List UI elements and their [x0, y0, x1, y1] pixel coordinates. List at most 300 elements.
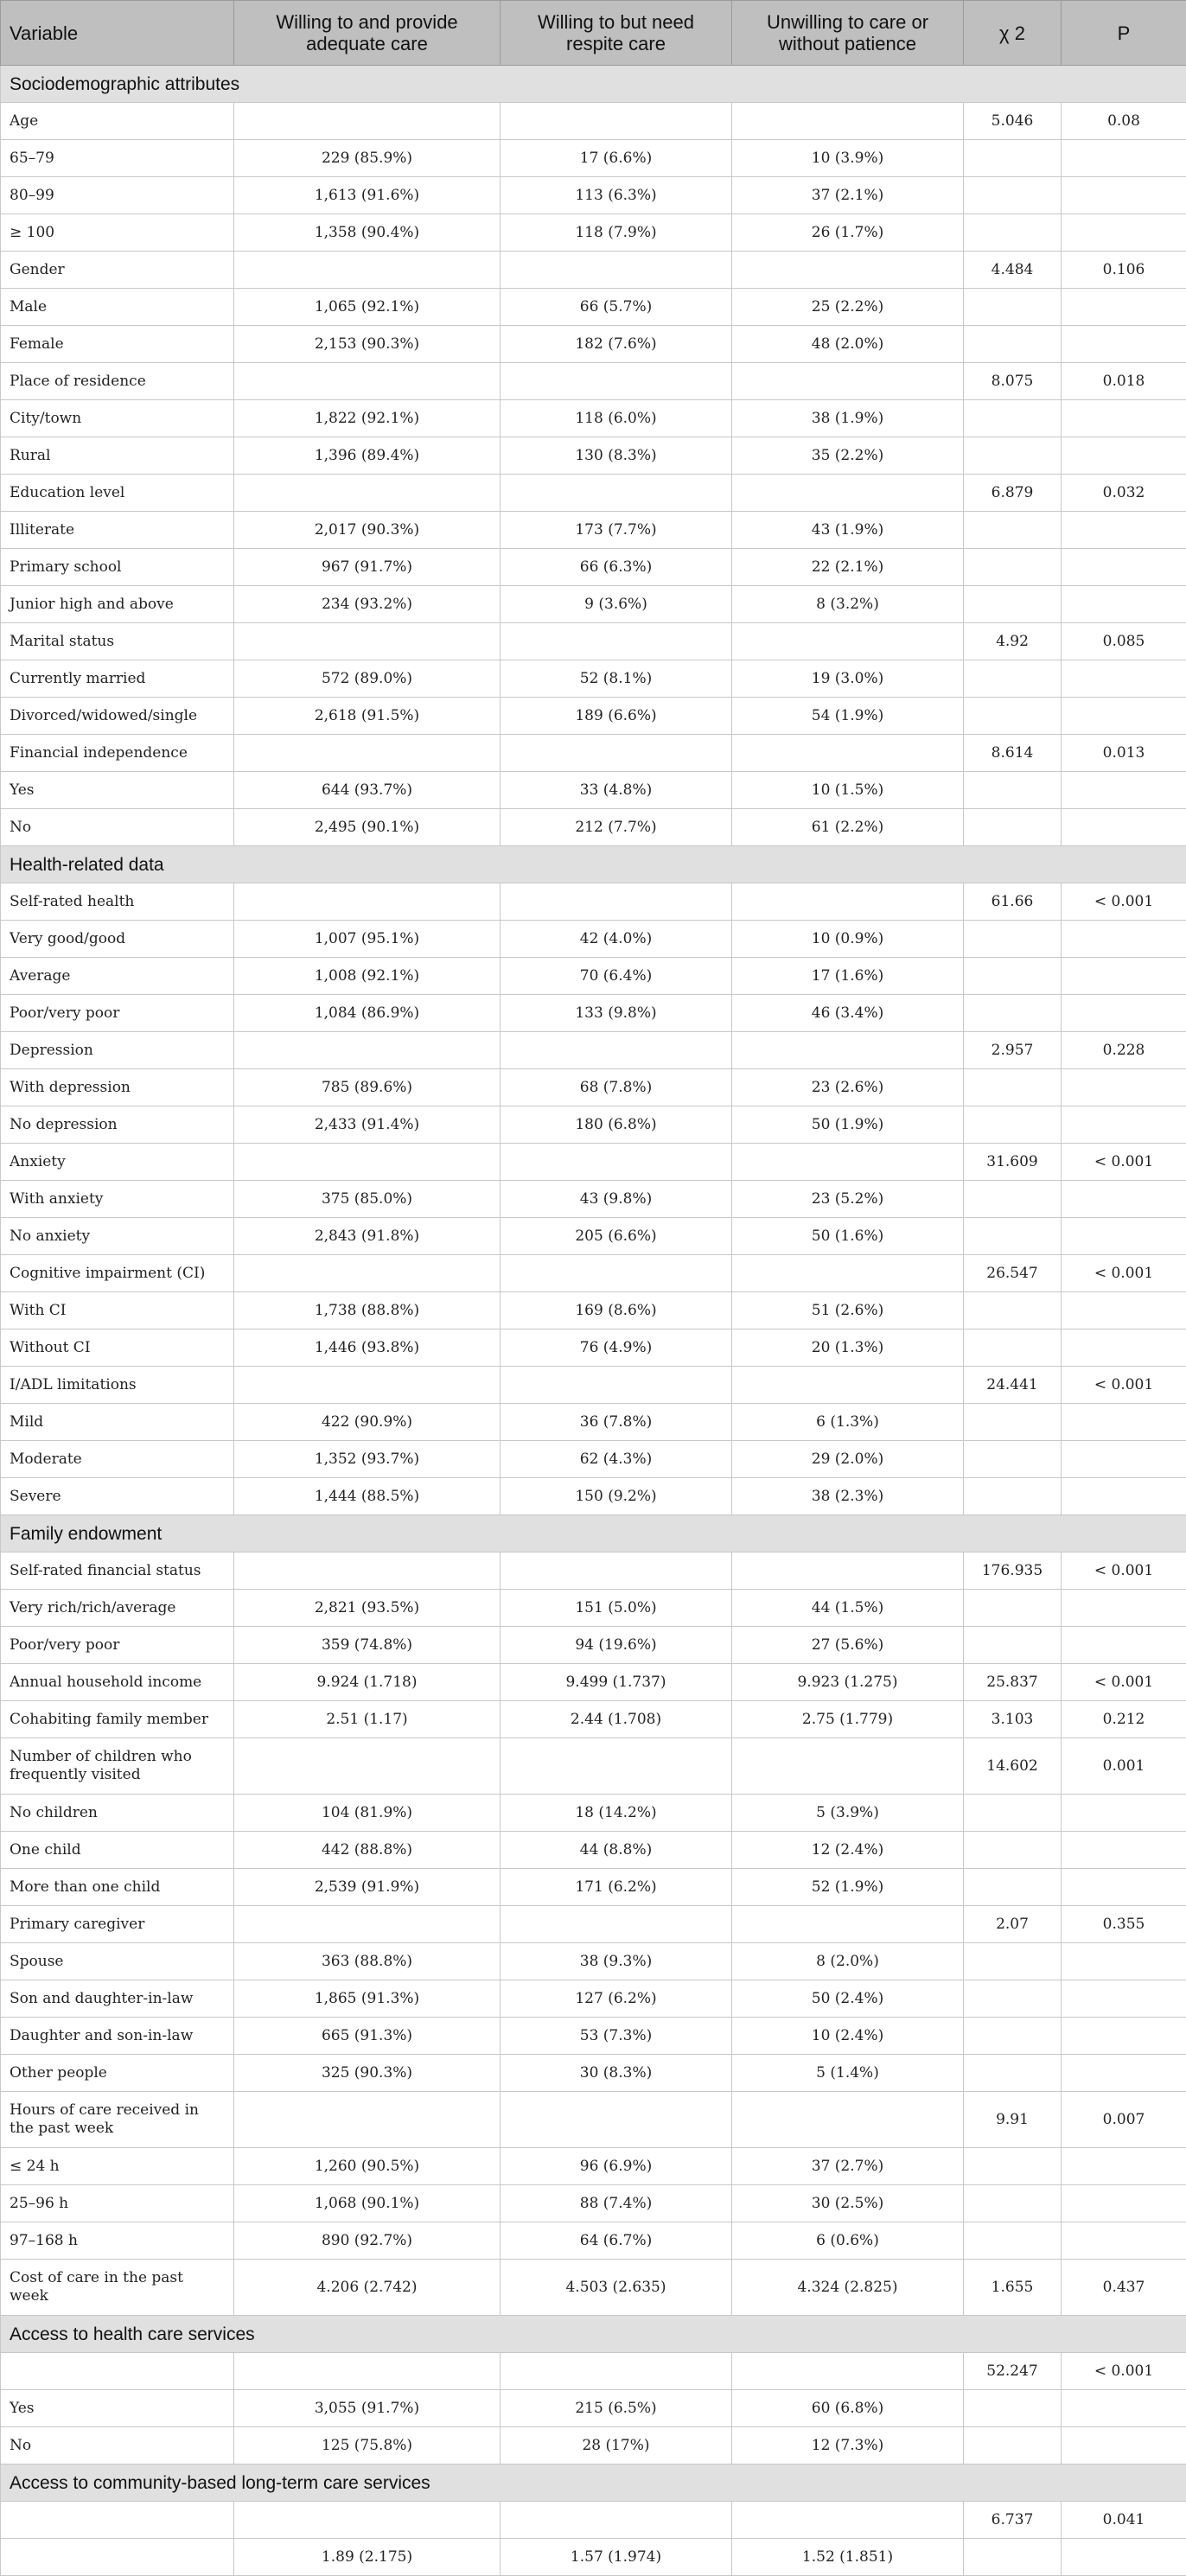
p-value-cell — [1062, 1404, 1186, 1441]
table-row — [1, 1627, 1186, 1664]
willing-adequate-cell — [234, 623, 501, 660]
willing-respite-cell: 130 (8.3%) — [501, 437, 732, 475]
table-row — [1, 400, 1186, 437]
p-value-cell: < 0.001 — [1062, 1553, 1186, 1590]
chi-square-cell — [964, 698, 1062, 735]
variable-cell: Currently married — [1, 660, 234, 698]
p-value-cell — [1062, 289, 1186, 326]
willing-adequate-cell: 2,618 (91.5%) — [234, 698, 501, 735]
variable-cell: Rural — [1, 437, 234, 475]
unwilling-cell: 10 (0.9%) — [732, 921, 964, 958]
chi-square-cell — [964, 1627, 1062, 1664]
unwilling-cell: 23 (5.2%) — [732, 1181, 964, 1218]
willing-respite-cell: 169 (8.6%) — [501, 1292, 732, 1329]
chi-square-cell: 4.484 — [964, 252, 1062, 289]
table-row — [1, 2427, 1186, 2464]
chi-square-cell — [964, 660, 1062, 698]
unwilling-cell — [732, 1144, 964, 1181]
chi-square-cell — [964, 1441, 1062, 1478]
willing-adequate-cell: 665 (91.3%) — [234, 2018, 501, 2055]
unwilling-cell: 9.923 (1.275) — [732, 1664, 964, 1701]
unwilling-cell: 29 (2.0%) — [732, 1441, 964, 1478]
unwilling-cell: 25 (2.2%) — [732, 289, 964, 326]
willing-adequate-cell: 229 (85.9%) — [234, 140, 501, 177]
variable-cell: 97–168 h — [1, 2222, 234, 2260]
variable-cell: Place of residence — [1, 363, 234, 400]
variable-cell: Anxiety — [1, 1144, 234, 1181]
variable-cell: Cost of care in the past week — [1, 2260, 234, 2316]
variable-cell: I/ADL limitations — [1, 1367, 234, 1404]
willing-respite-cell: 118 (7.9%) — [501, 214, 732, 252]
willing-adequate-cell: 1,822 (92.1%) — [234, 400, 501, 437]
table-row — [1, 1869, 1186, 1906]
unwilling-cell: 1.52 (1.851) — [732, 2539, 964, 2576]
willing-adequate-cell — [234, 2353, 501, 2390]
willing-respite-cell: 189 (6.6%) — [501, 698, 732, 735]
willing-respite-cell: 42 (4.0%) — [501, 921, 732, 958]
willing-respite-cell: 182 (7.6%) — [501, 326, 732, 363]
variable-cell: Education level — [1, 475, 234, 512]
variable-cell: Divorced/widowed/single — [1, 698, 234, 735]
unwilling-cell — [732, 252, 964, 289]
table-row — [1, 1069, 1186, 1106]
chi-square-cell: 5.046 — [964, 103, 1062, 140]
p-value-cell: 0.085 — [1062, 623, 1186, 660]
willing-respite-cell — [501, 1738, 732, 1795]
willing-respite-cell — [501, 623, 732, 660]
table-row — [1, 2092, 1186, 2148]
p-value-cell — [1062, 326, 1186, 363]
willing-adequate-cell: 1,008 (92.1%) — [234, 958, 501, 995]
p-value-cell — [1062, 1627, 1186, 1664]
willing-respite-cell — [501, 363, 732, 400]
willing-adequate-cell — [234, 1144, 501, 1181]
p-value-cell — [1062, 2390, 1186, 2427]
table-row — [1, 1441, 1186, 1478]
variable-cell: Average — [1, 958, 234, 995]
variable-cell: Depression — [1, 1032, 234, 1069]
chi-square-cell: 31.609 — [964, 1144, 1062, 1181]
unwilling-cell — [732, 1906, 964, 1943]
unwilling-cell: 23 (2.6%) — [732, 1069, 964, 1106]
table-row — [1, 623, 1186, 660]
chi-square-cell: 8.075 — [964, 363, 1062, 400]
willing-adequate-cell — [234, 1738, 501, 1795]
table-row — [1, 1106, 1186, 1144]
table-row — [1, 1701, 1186, 1738]
table-row — [1, 1181, 1186, 1218]
unwilling-cell: 10 (2.4%) — [732, 2018, 964, 2055]
willing-adequate-cell: 2,539 (91.9%) — [234, 1869, 501, 1906]
section-title: Sociodemographic attributes — [1, 66, 1186, 103]
willing-adequate-cell: 572 (89.0%) — [234, 660, 501, 698]
willing-adequate-cell: 1,446 (93.8%) — [234, 1329, 501, 1367]
table-row — [1, 326, 1186, 363]
willing-respite-cell: 68 (7.8%) — [501, 1069, 732, 1106]
chi-square-cell: 25.837 — [964, 1664, 1062, 1701]
willing-adequate-cell: 4.206 (2.742) — [234, 2260, 501, 2316]
willing-adequate-cell: 890 (92.7%) — [234, 2222, 501, 2260]
p-value-cell: < 0.001 — [1062, 1367, 1186, 1404]
unwilling-cell — [732, 103, 964, 140]
chi-square-cell: 2.07 — [964, 1906, 1062, 1943]
p-value-cell — [1062, 1590, 1186, 1627]
variable-cell: No children — [1, 1795, 234, 1832]
unwilling-cell: 44 (1.5%) — [732, 1590, 964, 1627]
willing-adequate-cell: 325 (90.3%) — [234, 2055, 501, 2092]
chi-square-cell: 14.602 — [964, 1738, 1062, 1795]
variable-cell: Hours of care received in the past week — [1, 2092, 234, 2148]
unwilling-cell — [732, 363, 964, 400]
table-row — [1, 1795, 1186, 1832]
unwilling-cell — [732, 1738, 964, 1795]
chi-square-cell — [964, 1943, 1062, 1980]
willing-adequate-cell: 375 (85.0%) — [234, 1181, 501, 1218]
section-header-row — [1, 1515, 1186, 1553]
willing-respite-cell: 38 (9.3%) — [501, 1943, 732, 1980]
unwilling-cell: 5 (3.9%) — [732, 1795, 964, 1832]
p-value-cell: 0.001 — [1062, 1738, 1186, 1795]
p-value-cell: 0.08 — [1062, 103, 1186, 140]
variable-cell: 25–96 h — [1, 2185, 234, 2222]
variable-cell: Other people — [1, 2055, 234, 2092]
unwilling-cell: 38 (2.3%) — [732, 1478, 964, 1515]
unwilling-cell: 8 (2.0%) — [732, 1943, 964, 1980]
table-row — [1, 2222, 1186, 2260]
p-value-cell — [1062, 1329, 1186, 1367]
table-row — [1, 1218, 1186, 1255]
variable-cell — [1, 2539, 234, 2576]
willing-adequate-cell: 785 (89.6%) — [234, 1069, 501, 1106]
willing-respite-cell: 212 (7.7%) — [501, 809, 732, 846]
unwilling-cell: 46 (3.4%) — [732, 995, 964, 1032]
p-value-cell — [1062, 2018, 1186, 2055]
table-row — [1, 2260, 1186, 2316]
p-value-cell — [1062, 1795, 1186, 1832]
variable-cell: Very good/good — [1, 921, 234, 958]
p-value-cell: < 0.001 — [1062, 883, 1186, 921]
table-row — [1, 214, 1186, 252]
p-value-cell — [1062, 1181, 1186, 1218]
p-value-cell: < 0.001 — [1062, 2353, 1186, 2390]
unwilling-cell: 37 (2.7%) — [732, 2148, 964, 2185]
chi-square-cell — [964, 1106, 1062, 1144]
variable-cell: ≥ 100 — [1, 214, 234, 252]
header-p-value: P — [1062, 1, 1186, 66]
willing-respite-cell: 43 (9.8%) — [501, 1181, 732, 1218]
table-row — [1, 2018, 1186, 2055]
chi-square-cell — [964, 1478, 1062, 1515]
unwilling-cell: 26 (1.7%) — [732, 214, 964, 252]
table-row — [1, 512, 1186, 549]
willing-respite-cell: 28 (17%) — [501, 2427, 732, 2464]
willing-respite-cell: 96 (6.9%) — [501, 2148, 732, 2185]
willing-respite-cell — [501, 1906, 732, 1943]
p-value-cell — [1062, 512, 1186, 549]
table-row — [1, 140, 1186, 177]
willing-respite-cell — [501, 1553, 732, 1590]
chi-square-cell — [964, 289, 1062, 326]
variable-cell: Female — [1, 326, 234, 363]
p-value-cell — [1062, 586, 1186, 623]
table-row — [1, 1032, 1186, 1069]
unwilling-cell: 52 (1.9%) — [732, 1869, 964, 1906]
chi-square-cell — [964, 2018, 1062, 2055]
willing-adequate-cell: 1,068 (90.1%) — [234, 2185, 501, 2222]
table-row — [1, 2353, 1186, 2390]
unwilling-cell: 12 (7.3%) — [732, 2427, 964, 2464]
p-value-cell — [1062, 958, 1186, 995]
chi-square-cell — [964, 2148, 1062, 2185]
chi-square-cell — [964, 1218, 1062, 1255]
chi-square-cell: 9.91 — [964, 2092, 1062, 2148]
willing-respite-cell: 127 (6.2%) — [501, 1980, 732, 2018]
willing-adequate-cell: 2,017 (90.3%) — [234, 512, 501, 549]
willing-respite-cell: 173 (7.7%) — [501, 512, 732, 549]
variable-cell — [1, 2353, 234, 2390]
table-row — [1, 1255, 1186, 1292]
section-header-row — [1, 66, 1186, 103]
table-row — [1, 698, 1186, 735]
chi-square-cell — [964, 2222, 1062, 2260]
chi-square-cell — [964, 140, 1062, 177]
table-row — [1, 363, 1186, 400]
unwilling-cell — [732, 1553, 964, 1590]
table-row — [1, 1329, 1186, 1367]
table-row — [1, 1144, 1186, 1181]
table-row — [1, 883, 1186, 921]
willing-adequate-cell: 2,843 (91.8%) — [234, 1218, 501, 1255]
table-row — [1, 1832, 1186, 1869]
table-row — [1, 1367, 1186, 1404]
unwilling-cell: 20 (1.3%) — [732, 1329, 964, 1367]
willing-adequate-cell: 967 (91.7%) — [234, 549, 501, 586]
variable-cell: With anxiety — [1, 1181, 234, 1218]
variable-cell: With depression — [1, 1069, 234, 1106]
willing-adequate-cell: 1,613 (91.6%) — [234, 177, 501, 214]
variable-cell: Self-rated financial status — [1, 1553, 234, 1590]
p-value-cell — [1062, 437, 1186, 475]
variable-cell: Financial independence — [1, 735, 234, 772]
p-value-cell — [1062, 1832, 1186, 1869]
chi-square-cell — [964, 1832, 1062, 1869]
p-value-cell — [1062, 698, 1186, 735]
table-row — [1, 177, 1186, 214]
variable-cell: Spouse — [1, 1943, 234, 1980]
willing-adequate-cell: 9.924 (1.718) — [234, 1664, 501, 1701]
p-value-cell — [1062, 1069, 1186, 1106]
willing-adequate-cell: 125 (75.8%) — [234, 2427, 501, 2464]
unwilling-cell: 50 (1.6%) — [732, 1218, 964, 1255]
chi-square-cell — [964, 1181, 1062, 1218]
chi-square-cell: 24.441 — [964, 1367, 1062, 1404]
chi-square-cell: 176.935 — [964, 1553, 1062, 1590]
table-row — [1, 958, 1186, 995]
chi-square-cell — [964, 1069, 1062, 1106]
willing-respite-cell — [501, 1144, 732, 1181]
variable-cell: Severe — [1, 1478, 234, 1515]
p-value-cell: 0.212 — [1062, 1701, 1186, 1738]
p-value-cell — [1062, 995, 1186, 1032]
unwilling-cell — [732, 2353, 964, 2390]
table-row — [1, 1906, 1186, 1943]
table-row — [1, 289, 1186, 326]
willing-respite-cell: 52 (8.1%) — [501, 660, 732, 698]
p-value-cell — [1062, 2148, 1186, 2185]
unwilling-cell — [732, 2092, 964, 2148]
chi-square-cell — [964, 772, 1062, 809]
willing-adequate-cell: 1,358 (90.4%) — [234, 214, 501, 252]
table-row — [1, 1943, 1186, 1980]
variable-cell: Illiterate — [1, 512, 234, 549]
variable-cell: 65–79 — [1, 140, 234, 177]
table-row — [1, 1404, 1186, 1441]
willing-respite-cell: 17 (6.6%) — [501, 140, 732, 177]
p-value-cell — [1062, 400, 1186, 437]
chi-square-cell: 52.247 — [964, 2353, 1062, 2390]
chi-square-cell — [964, 1980, 1062, 2018]
variable-cell: Annual household income — [1, 1664, 234, 1701]
chi-square-cell — [964, 1590, 1062, 1627]
willing-adequate-cell: 1.89 (2.175) — [234, 2539, 501, 2576]
unwilling-cell: 43 (1.9%) — [732, 512, 964, 549]
willing-adequate-cell — [234, 475, 501, 512]
table-row — [1, 2148, 1186, 2185]
chi-square-cell — [964, 2539, 1062, 2576]
chi-square-cell — [964, 1292, 1062, 1329]
unwilling-cell: 35 (2.2%) — [732, 437, 964, 475]
variable-cell: Moderate — [1, 1441, 234, 1478]
variable-cell — [1, 2502, 234, 2539]
unwilling-cell — [732, 475, 964, 512]
p-value-cell — [1062, 1106, 1186, 1144]
willing-respite-cell: 180 (6.8%) — [501, 1106, 732, 1144]
chi-square-cell — [964, 1795, 1062, 1832]
unwilling-cell: 19 (3.0%) — [732, 660, 964, 698]
willing-adequate-cell: 359 (74.8%) — [234, 1627, 501, 1664]
willing-respite-cell: 113 (6.3%) — [501, 177, 732, 214]
p-value-cell — [1062, 549, 1186, 586]
unwilling-cell: 8 (3.2%) — [732, 586, 964, 623]
willing-adequate-cell: 1,444 (88.5%) — [234, 1478, 501, 1515]
chi-square-cell: 6.879 — [964, 475, 1062, 512]
p-value-cell: 0.007 — [1062, 2092, 1186, 2148]
table-row — [1, 995, 1186, 1032]
willing-respite-cell: 151 (5.0%) — [501, 1590, 732, 1627]
unwilling-cell: 6 (1.3%) — [732, 1404, 964, 1441]
p-value-cell: 0.355 — [1062, 1906, 1186, 1943]
willing-respite-cell — [501, 1032, 732, 1069]
section-title: Family endowment — [1, 1515, 1186, 1553]
willing-adequate-cell — [234, 883, 501, 921]
table-row — [1, 809, 1186, 846]
chi-square-cell — [964, 400, 1062, 437]
willing-adequate-cell: 2,433 (91.4%) — [234, 1106, 501, 1144]
chi-square-cell — [964, 958, 1062, 995]
table-row — [1, 549, 1186, 586]
p-value-cell — [1062, 2427, 1186, 2464]
chi-square-cell — [964, 995, 1062, 1032]
willing-adequate-cell: 2.51 (1.17) — [234, 1701, 501, 1738]
unwilling-cell — [732, 735, 964, 772]
unwilling-cell: 54 (1.9%) — [732, 698, 964, 735]
chi-square-cell — [964, 437, 1062, 475]
chi-square-cell — [964, 512, 1062, 549]
p-value-cell — [1062, 177, 1186, 214]
p-value-cell: 0.013 — [1062, 735, 1186, 772]
p-value-cell — [1062, 1292, 1186, 1329]
p-value-cell: < 0.001 — [1062, 1664, 1186, 1701]
willing-respite-cell — [501, 2502, 732, 2539]
variable-cell: Yes — [1, 772, 234, 809]
variable-cell: No anxiety — [1, 1218, 234, 1255]
willing-respite-cell — [501, 252, 732, 289]
willing-respite-cell: 18 (14.2%) — [501, 1795, 732, 1832]
header-row — [1, 1, 1186, 66]
willing-adequate-cell — [234, 1255, 501, 1292]
unwilling-cell: 27 (5.6%) — [732, 1627, 964, 1664]
section-header-row — [1, 846, 1186, 883]
table-row — [1, 1664, 1186, 1701]
table-row — [1, 735, 1186, 772]
variable-cell: Number of children who frequently visited — [1, 1738, 234, 1795]
chi-square-cell — [964, 809, 1062, 846]
willing-adequate-cell — [234, 2502, 501, 2539]
p-value-cell — [1062, 2055, 1186, 2092]
p-value-cell — [1062, 1478, 1186, 1515]
p-value-cell: 0.437 — [1062, 2260, 1186, 2316]
variable-cell: Without CI — [1, 1329, 234, 1367]
willing-respite-cell: 76 (4.9%) — [501, 1329, 732, 1367]
table-row — [1, 437, 1186, 475]
willing-respite-cell: 62 (4.3%) — [501, 1441, 732, 1478]
unwilling-cell: 51 (2.6%) — [732, 1292, 964, 1329]
p-value-cell — [1062, 1441, 1186, 1478]
variable-cell: Daughter and son-in-law — [1, 2018, 234, 2055]
willing-adequate-cell: 1,738 (88.8%) — [234, 1292, 501, 1329]
p-value-cell — [1062, 660, 1186, 698]
unwilling-cell: 22 (2.1%) — [732, 549, 964, 586]
willing-adequate-cell — [234, 2092, 501, 2148]
chi-square-cell — [964, 1869, 1062, 1906]
chi-square-cell: 6.737 — [964, 2502, 1062, 2539]
variable-cell: ≤ 24 h — [1, 2148, 234, 2185]
willing-respite-cell: 66 (6.3%) — [501, 549, 732, 586]
chi-square-cell: 26.547 — [964, 1255, 1062, 1292]
table-row — [1, 2502, 1186, 2539]
table-row — [1, 1590, 1186, 1627]
table-row — [1, 1980, 1186, 2018]
p-value-cell: 0.106 — [1062, 252, 1186, 289]
willing-adequate-cell: 2,153 (90.3%) — [234, 326, 501, 363]
unwilling-cell: 5 (1.4%) — [732, 2055, 964, 2092]
willing-respite-cell: 150 (9.2%) — [501, 1478, 732, 1515]
unwilling-cell — [732, 1032, 964, 1069]
table-row — [1, 103, 1186, 140]
unwilling-cell: 10 (3.9%) — [732, 140, 964, 177]
p-value-cell — [1062, 1943, 1186, 1980]
chi-square-cell — [964, 1329, 1062, 1367]
willing-respite-cell: 30 (8.3%) — [501, 2055, 732, 2092]
chi-square-cell: 1.655 — [964, 2260, 1062, 2316]
willing-adequate-cell — [234, 1553, 501, 1590]
willing-respite-cell — [501, 1255, 732, 1292]
p-value-cell: 0.228 — [1062, 1032, 1186, 1069]
table-row — [1, 2055, 1186, 2092]
willing-adequate-cell — [234, 103, 501, 140]
unwilling-cell — [732, 1367, 964, 1404]
willing-adequate-cell — [234, 735, 501, 772]
